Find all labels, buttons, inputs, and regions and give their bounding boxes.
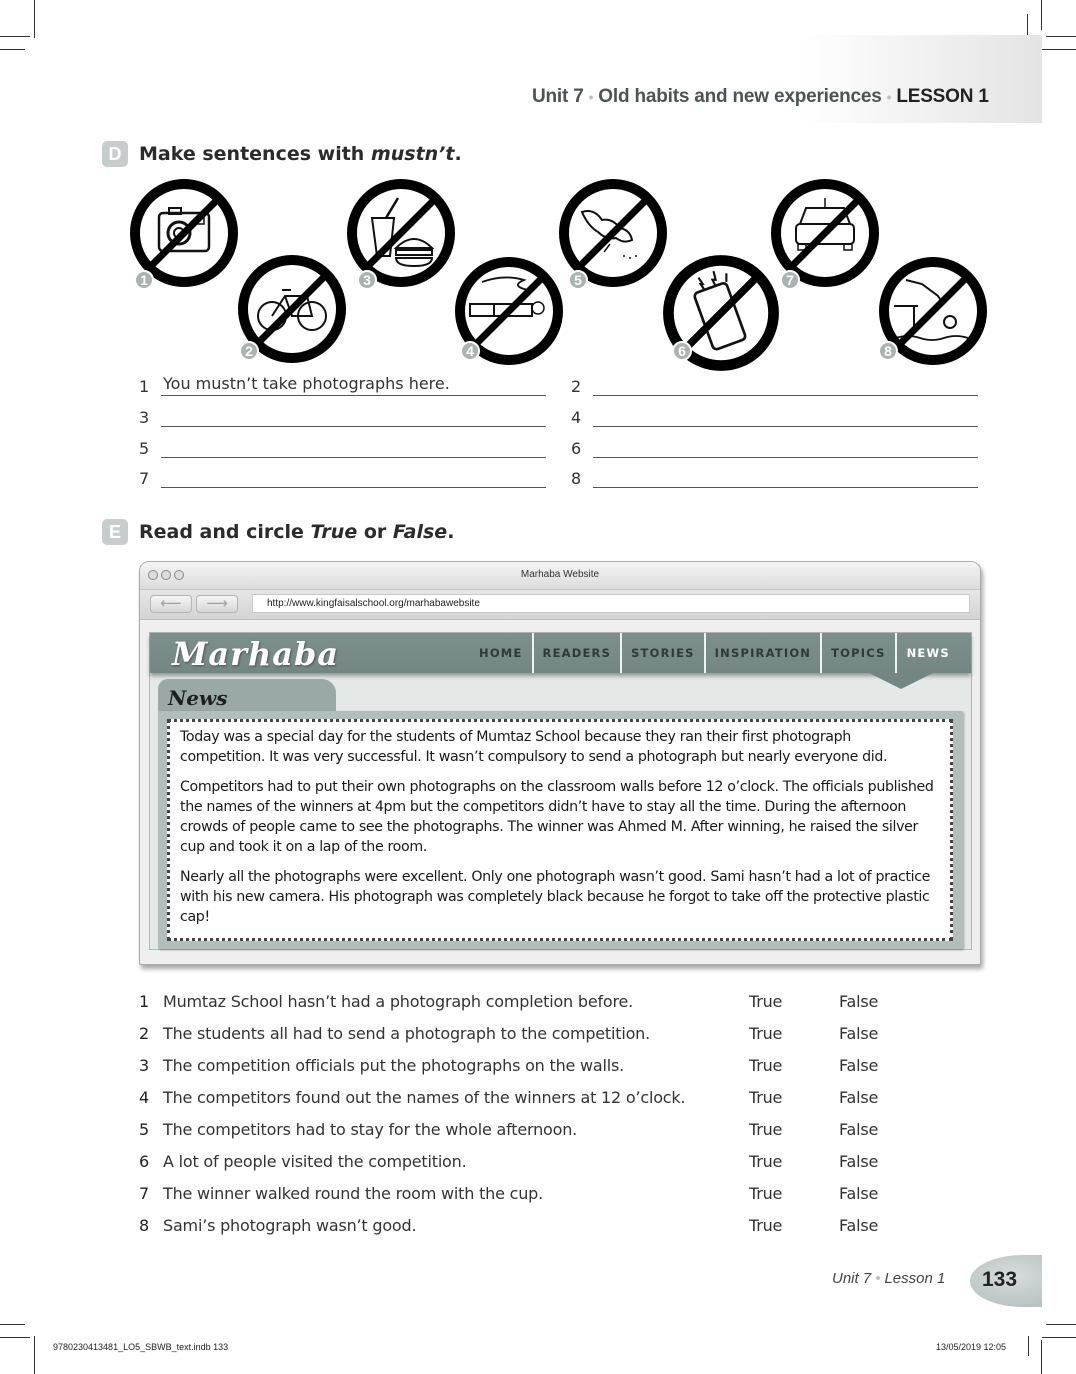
- item-number: 2: [139, 1023, 149, 1043]
- crop-mark: [1041, 1340, 1042, 1374]
- site-logo[interactable]: Marhaba: [172, 635, 340, 673]
- item-statement: A lot of people visited the competition.: [163, 1151, 467, 1171]
- true-false-list: [139, 985, 899, 1241]
- header-separator: •: [588, 89, 594, 105]
- browser-window: [139, 561, 981, 965]
- nav-news[interactable]: NEWS: [895, 633, 960, 673]
- crop-mark: [1028, 1336, 1029, 1356]
- section-badge: D: [102, 141, 128, 167]
- answer-number: 2: [571, 377, 582, 396]
- tf-item: [139, 1145, 899, 1177]
- sign-number: 1: [134, 270, 154, 290]
- true-option[interactable]: True: [749, 1023, 783, 1043]
- nav-topics[interactable]: TOPICS: [820, 633, 894, 673]
- title-suffix: .: [447, 521, 455, 543]
- forward-arrow-icon: ⟶: [206, 594, 228, 612]
- item-number: 3: [139, 1055, 149, 1075]
- answer-input[interactable]: [593, 405, 978, 427]
- page-edge: [1042, 1250, 1076, 1310]
- article-paragraph-3: Nearly all the photographs were excellent. Only one photograph wasn’t good. Sami hasn’t had a lot of practice with his new camera. His photograph was completely black because he forgot to take off the protective plastic cap!: [180, 869, 931, 925]
- header-title: Old habits and new experiences: [598, 86, 882, 107]
- nav-stories[interactable]: STORIES: [620, 633, 704, 673]
- crop-mark: [0, 1337, 30, 1338]
- nav-home[interactable]: HOME: [479, 646, 523, 660]
- crop-mark: [1046, 1324, 1076, 1325]
- answer-number: 4: [571, 408, 582, 427]
- item-statement: The students all had to send a photograph to the competition.: [163, 1023, 650, 1043]
- item-statement: Mumtaz School hasn’t had a photograph completion before.: [163, 991, 634, 1011]
- answer-line-8[interactable]: [571, 464, 978, 488]
- false-option[interactable]: False: [839, 991, 879, 1011]
- footer-unit: Unit 7: [832, 1270, 872, 1287]
- item-statement: The winner walked round the room with the cup.: [163, 1183, 543, 1203]
- footer-lesson: [832, 1270, 945, 1287]
- title-false: False: [392, 521, 448, 543]
- crop-mark: [1042, 49, 1076, 50]
- tf-item: [139, 1017, 899, 1049]
- browser-toolbar: [140, 590, 980, 620]
- section-e-heading: [102, 519, 454, 545]
- tf-item: [139, 1177, 899, 1209]
- item-number: 5: [139, 1119, 149, 1139]
- false-option[interactable]: False: [839, 1183, 879, 1203]
- answer-number: 8: [571, 469, 582, 488]
- browser-titlebar: [140, 562, 980, 590]
- back-arrow-icon: ⟵: [160, 594, 182, 612]
- false-option[interactable]: False: [839, 1215, 879, 1235]
- true-option[interactable]: True: [749, 1183, 783, 1203]
- item-number: 7: [139, 1183, 149, 1203]
- tf-item: [139, 1049, 899, 1081]
- answer-line-4[interactable]: [571, 403, 978, 427]
- sign-number: 2: [239, 341, 259, 361]
- footer-separator: •: [875, 1270, 881, 1287]
- crop-mark: [0, 49, 25, 50]
- title-suffix: .: [454, 143, 462, 165]
- tf-item: [139, 985, 899, 1017]
- true-option[interactable]: True: [749, 991, 783, 1011]
- section-badge: E: [102, 519, 128, 545]
- item-number: 1: [139, 991, 149, 1011]
- sign-number: 4: [460, 341, 480, 361]
- news-tab: [158, 679, 336, 715]
- answer-input[interactable]: [593, 374, 978, 396]
- true-option[interactable]: True: [749, 1087, 783, 1107]
- site-navbar: [150, 633, 971, 673]
- sign-number: 5: [568, 270, 588, 290]
- crop-mark: [34, 1336, 35, 1374]
- website-content: [149, 632, 972, 950]
- answer-input[interactable]: [161, 436, 546, 458]
- title-emphasis: mustn’t: [370, 143, 455, 165]
- true-option[interactable]: True: [749, 1119, 783, 1139]
- false-option[interactable]: False: [839, 1151, 879, 1171]
- sign-number: 3: [357, 270, 377, 290]
- false-option[interactable]: False: [839, 1055, 879, 1075]
- tf-item: [139, 1081, 899, 1113]
- answer-number: 6: [571, 439, 582, 458]
- tf-item: [139, 1113, 899, 1145]
- true-option[interactable]: True: [749, 1215, 783, 1235]
- footer-lesson-label: Lesson 1: [884, 1270, 946, 1287]
- true-option[interactable]: True: [749, 1151, 783, 1171]
- item-statement: The competitors had to stay for the whole afternoon.: [163, 1119, 578, 1139]
- answer-input[interactable]: [161, 466, 546, 488]
- print-slug-file: 9780230413481_LO5_SBWB_text.indb 133: [53, 1342, 229, 1352]
- section-d-heading: [102, 141, 462, 167]
- page-number: 133: [982, 1268, 1018, 1291]
- crop-mark: [1046, 36, 1076, 37]
- false-option[interactable]: False: [839, 1087, 879, 1107]
- header-separator: •: [886, 89, 892, 105]
- sign-number: 7: [780, 270, 800, 290]
- false-option[interactable]: False: [839, 1119, 879, 1139]
- crop-mark: [0, 36, 30, 37]
- crop-mark: [0, 1324, 25, 1325]
- true-option[interactable]: True: [749, 1055, 783, 1075]
- nav-inspiration[interactable]: INSPIRATION: [704, 633, 820, 673]
- crop-mark: [1041, 0, 1042, 30]
- crop-mark: [1042, 1337, 1076, 1338]
- title-or: or: [357, 521, 393, 543]
- header-unit: Unit 7: [532, 86, 584, 107]
- item-statement: Sami’s photograph wasn’t good.: [163, 1215, 417, 1235]
- sign-number: 6: [672, 341, 692, 361]
- item-number: 8: [139, 1215, 149, 1235]
- answer-example-text: You mustn’t take photographs here.: [161, 374, 546, 396]
- news-article: [167, 719, 953, 941]
- forward-button[interactable]: [196, 595, 238, 613]
- item-number: 6: [139, 1151, 149, 1171]
- answer-input[interactable]: [593, 436, 978, 458]
- section-title: [139, 143, 462, 165]
- title-text: Make sentences with: [139, 143, 371, 165]
- news-panel: [158, 711, 963, 949]
- news-tab-label: News: [168, 686, 228, 710]
- answer-number: 5: [139, 439, 150, 458]
- active-nav-pointer: [869, 673, 933, 689]
- answer-number: 3: [139, 408, 150, 427]
- answer-input[interactable]: [161, 405, 546, 427]
- answer-input[interactable]: [593, 466, 978, 488]
- article-paragraph-2: Competitors had to put their own photographs on the classroom walls before 12 o’clock. The officials published the names of the winners at 4pm but the competitors didn’t have to stay all the time. During the afternoon crowds of people came to see the photographs. The winner was Ahmed M. After winning, he raised the silver cup and took it on a lap of the room.: [180, 779, 934, 855]
- false-option[interactable]: False: [839, 1023, 879, 1043]
- nav-readers[interactable]: READERS: [532, 633, 621, 673]
- tf-item: [139, 1209, 899, 1241]
- answer-number: 1: [139, 377, 150, 396]
- print-slug-date: 13/05/2019 12:05: [936, 1342, 1007, 1352]
- back-button[interactable]: [150, 595, 192, 613]
- article-paragraph-1: Today was a special day for the students of Mumtaz School because they ran their first photograph competition. It was very successful. It wasn’t compulsory to send a photograph but nearly everyone did.: [180, 729, 888, 765]
- window-title: Marhaba Website: [520, 569, 600, 580]
- answer-line-7[interactable]: [139, 464, 546, 488]
- answer-line-6[interactable]: [571, 434, 978, 458]
- crop-mark: [34, 0, 35, 38]
- header-band: [800, 35, 1042, 123]
- item-number: 4: [139, 1087, 149, 1107]
- answer-line-5[interactable]: [139, 434, 546, 458]
- answer-line-3[interactable]: [139, 403, 546, 427]
- header-lesson: LESSON 1: [896, 86, 989, 107]
- section-title: [139, 521, 454, 543]
- item-statement: The competition officials put the photographs on the walls.: [163, 1055, 625, 1075]
- url-bar[interactable]: http://www.kingfaisalschool.org/marhabawebsite: [252, 594, 970, 613]
- page-header: [532, 86, 989, 108]
- answer-line-2[interactable]: [571, 372, 978, 396]
- title-text: Read and circle: [139, 521, 311, 543]
- item-statement: The competitors found out the names of the winners at 12 o’clock.: [163, 1087, 686, 1107]
- title-true: True: [310, 521, 358, 543]
- site-nav-menu: [470, 633, 960, 673]
- answer-number: 7: [139, 469, 150, 488]
- sign-number: 8: [878, 341, 898, 361]
- answer-line-1: [139, 372, 546, 396]
